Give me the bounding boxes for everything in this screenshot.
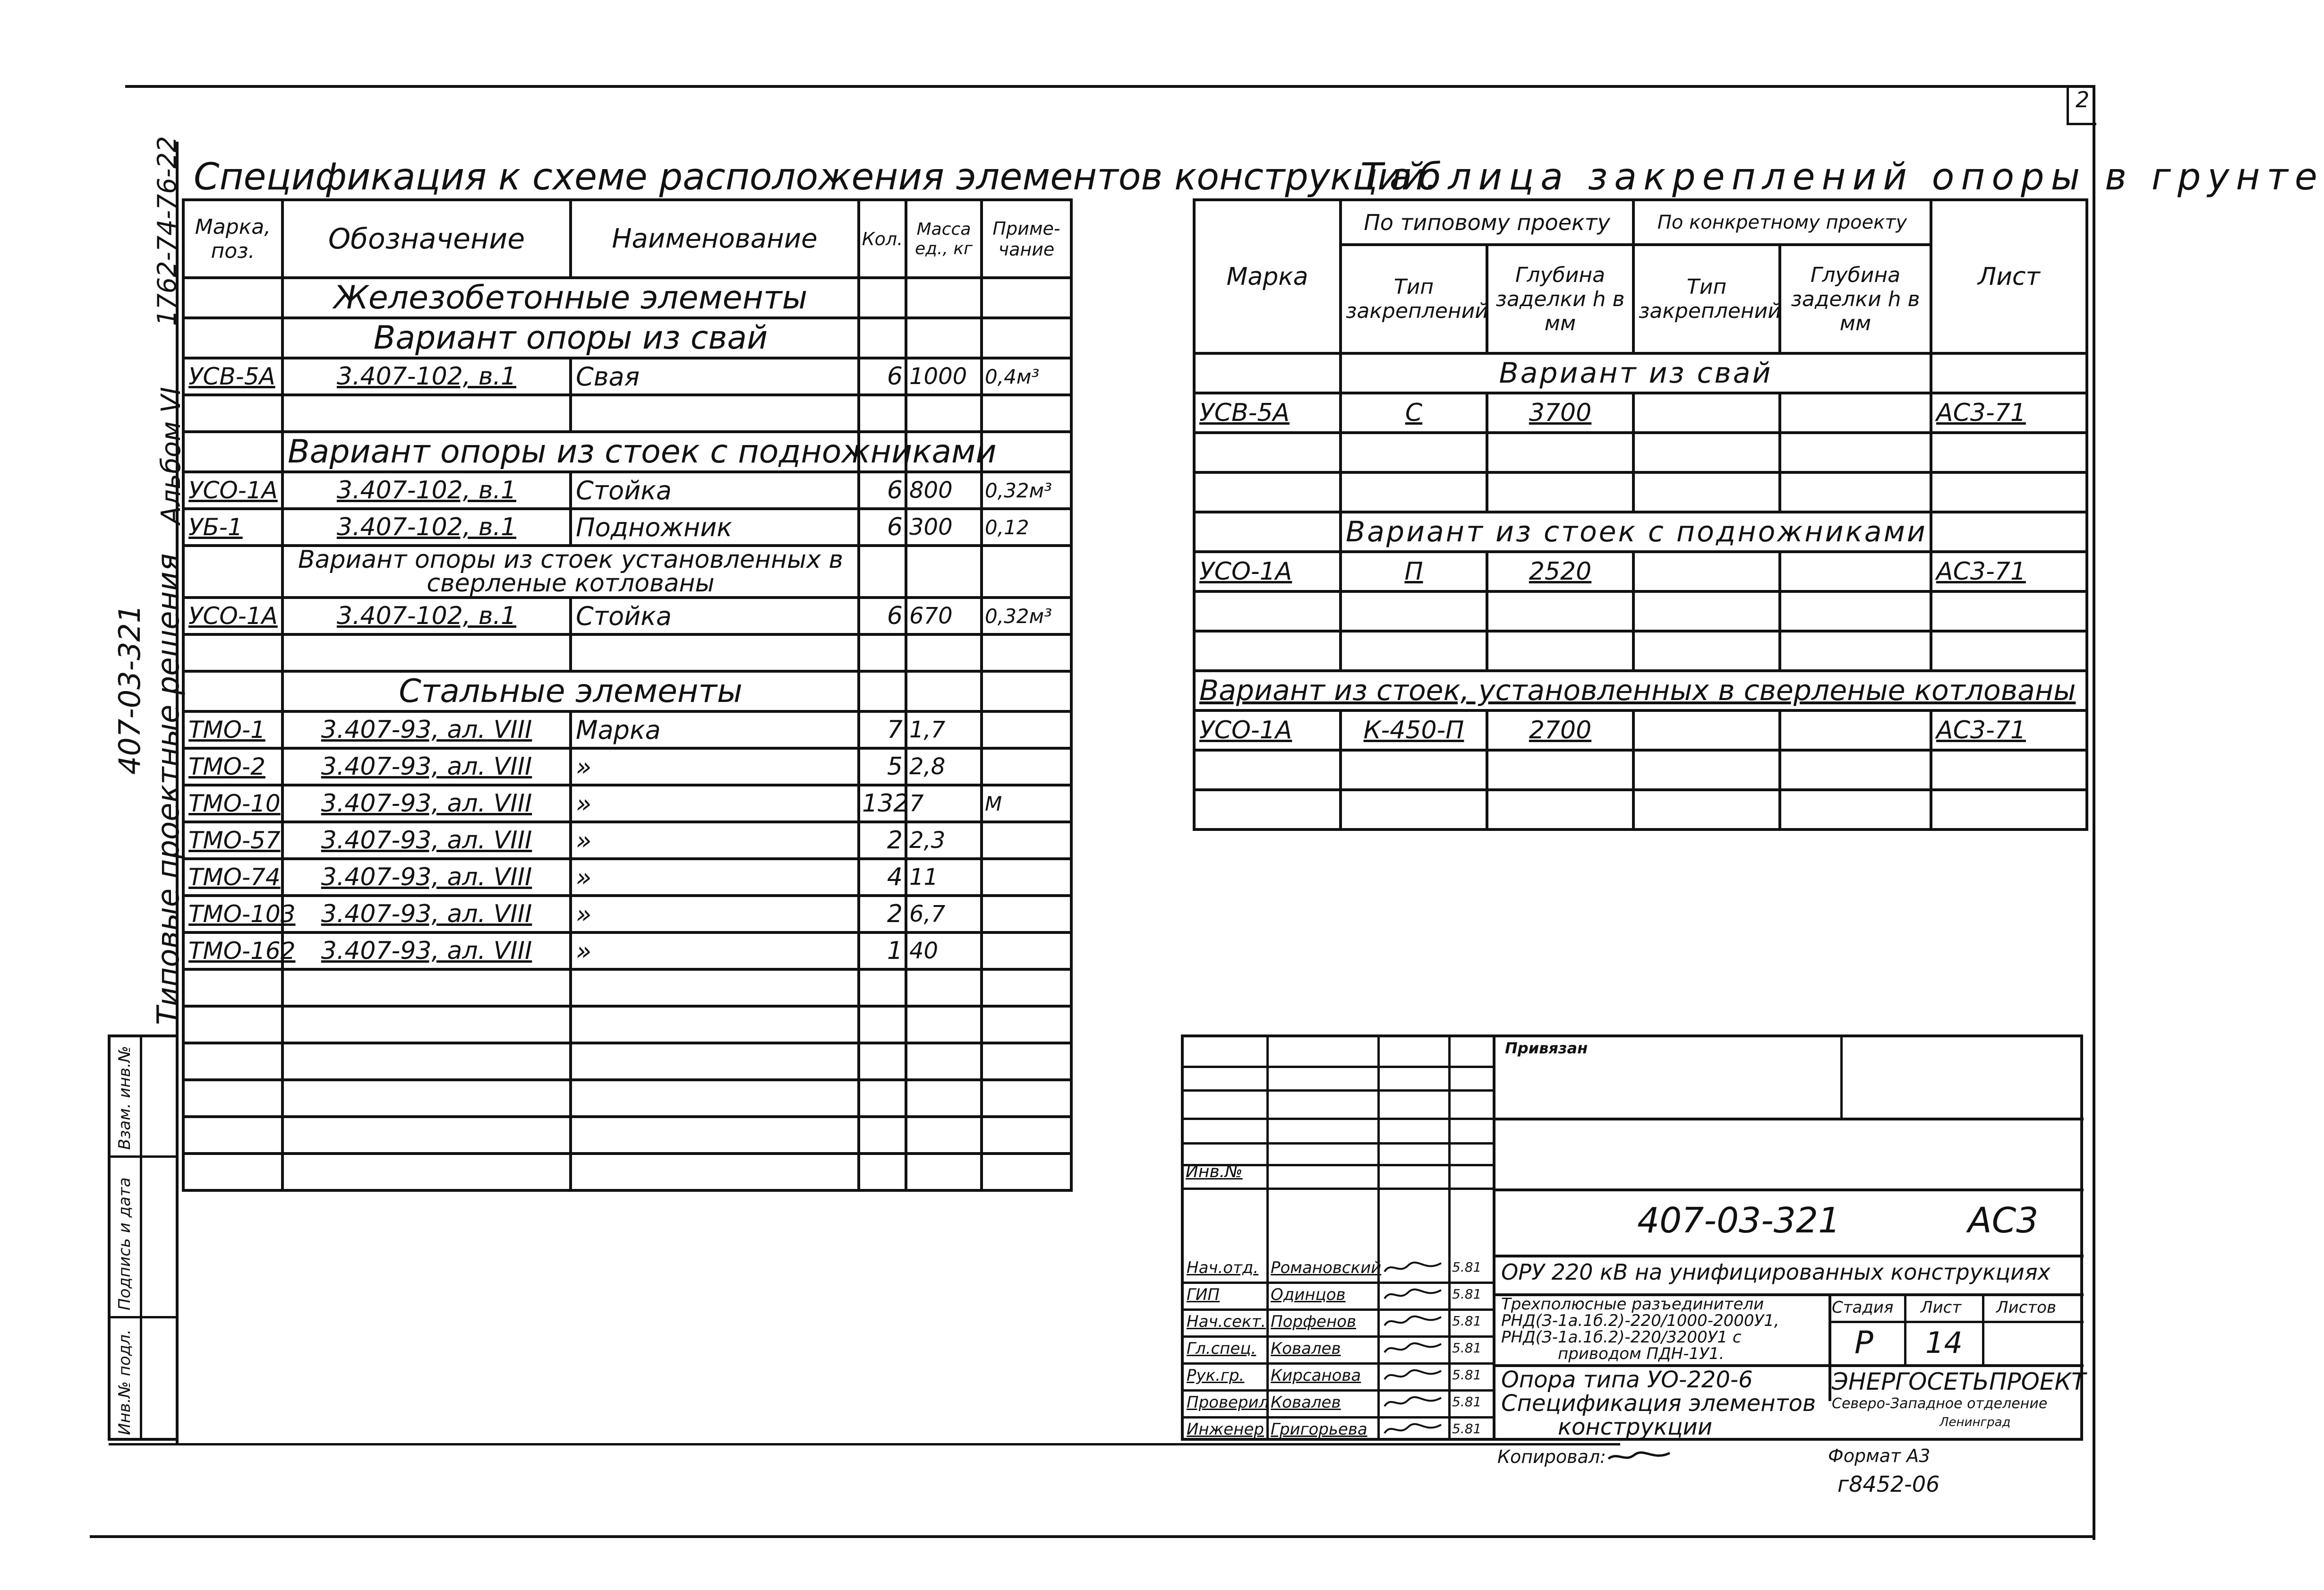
stamp-drawing-line: Опора типа УО-220-6 [1501,1367,1753,1393]
spec-cell [982,859,1071,896]
spec-h-designation: Обозначение [282,200,571,278]
stamp-name: Григорьева [1271,1420,1367,1439]
spec-row [183,509,1071,546]
stamp-doc-code: 407-03-321 [1637,1200,1841,1241]
stamp-drawing-line: конструкции [1558,1414,1713,1440]
spec-cell: 3.407-93, ал. VIII [282,822,571,859]
anchor-row [1194,393,2087,433]
stamp-signature [1382,1420,1444,1439]
margin-box2: Подпись и дата [115,1177,134,1310]
anchor-cell [1780,552,1931,591]
anchor-cell [1780,393,1931,433]
spec-cell: 2 [859,896,906,932]
spec-cell: Стойка [571,472,859,509]
spec-cell: 1000 [906,358,982,395]
spec-cell: 3.407-93, ал. VIII [282,859,571,896]
spec-cell: 670 [906,598,982,634]
spec-cell: 0,12 [982,509,1071,546]
stamp-desc-line: РНД(З-1а.1б.2)-220/1000-2000У1, [1501,1311,1779,1330]
spec-h-note: Приме- чание [982,200,1071,278]
stamp-signature [1382,1393,1444,1412]
spec-cell: 3.407-102, в.1 [282,472,571,509]
anchor-h-typical: По типовому проекту [1341,200,1633,245]
stamp-section: АС3 [1968,1200,2039,1241]
anchor-cell: АС3-71 [1931,393,2087,433]
spec-cell [982,896,1071,932]
spec-cell: ТМО-57 [183,822,282,859]
anchor-section-title: Вариант из стоек с подножниками [1341,512,1931,552]
spec-section-title: Вариант опоры из стоек с подножниками [282,432,859,472]
title-block [1181,1034,2086,1441]
spec-row [183,932,1071,969]
spec-cell: 0,32м³ [982,472,1071,509]
stamp-signature [1382,1285,1444,1304]
anchor-h-sheet: Лист [1931,200,2087,353]
stamp-h-sheet: Лист [1921,1298,1962,1317]
spec-title: Спецификация к схеме расположения элементов конструкций. [194,156,1437,198]
anchor-cell: К-450-П [1341,710,1487,750]
spec-section-title: Вариант опоры из свай [282,318,859,358]
stamp-org-city: Ленинград [1940,1415,2011,1429]
stamp-date: 5.81 [1452,1421,1482,1436]
anchor-row [1194,631,2087,671]
stamp-signature [1382,1366,1444,1385]
spec-cell: 3.407-102, в.1 [282,509,571,546]
spec-cell: » [571,822,859,859]
spec-row [183,472,1071,509]
stamp-date: 5.81 [1452,1394,1482,1410]
spec-cell: 3.407-102, в.1 [282,358,571,395]
spec-row [183,318,1071,358]
anchor-row [1194,671,2087,710]
stamp-format: Формат А3 [1828,1445,1931,1466]
stamp-date: 5.81 [1452,1340,1482,1356]
anchor-h-depth2: Глубина заделки h в мм [1780,245,1931,353]
spec-cell: ТМО-10 [183,785,282,822]
spec-cell [982,822,1071,859]
stamp-number: г8452-06 [1837,1471,1940,1497]
spec-cell: УСО-1А [183,472,282,509]
stamp-signature [1382,1258,1444,1277]
anchor-row [1194,472,2087,512]
spec-cell [982,932,1071,969]
spec-cell: 132 [859,785,906,822]
stamp-project: ОРУ 220 кВ на унифицированных конструкциях [1501,1259,2051,1285]
spec-cell: 6 [859,472,906,509]
stamp-role: Инженер [1187,1420,1264,1439]
anchor-h-mark: Марка [1194,200,1341,353]
anchor-cell: УСО-1А [1194,552,1341,591]
spec-cell: 3.407-102, в.1 [282,598,571,634]
spec-h-mark: Марка, поз. [183,200,282,278]
spec-cell: Марка [571,711,859,748]
spec-row [183,711,1071,748]
stamp-date: 5.81 [1452,1259,1482,1275]
spec-row [183,1043,1071,1080]
spec-cell: 40 [906,932,982,969]
spec-cell: 11 [906,859,982,896]
spec-section-title: Вариант опоры из стоек установленных в сверленые котлованы [282,546,859,598]
spec-row [183,546,1071,598]
spec-row [183,395,1071,432]
anchor-row [1194,353,2087,393]
spec-cell: 2,8 [906,748,982,785]
margin-series-code: 407-03-321 [112,604,147,775]
anchor-h-concrete: По конкретному проекту [1633,200,1931,245]
spec-row [183,278,1071,318]
spec-cell: » [571,785,859,822]
spec-row [183,1154,1071,1190]
spec-row [183,785,1071,822]
stamp-copied: Копировал: [1497,1446,1606,1467]
stamp-privyazan: Привязан [1505,1039,1588,1057]
anchor-cell [1633,710,1780,750]
spec-cell: 3.407-93, ал. VIII [282,748,571,785]
spec-row [183,432,1071,472]
stamp-signature [1382,1339,1444,1358]
spec-cell: » [571,859,859,896]
spec-row [183,634,1071,671]
spec-row [183,859,1071,896]
anchor-cell: П [1341,552,1487,591]
spec-cell: УСО-1А [183,598,282,634]
copied-signature [1606,1449,1672,1463]
spec-cell: 300 [906,509,982,546]
spec-cell: 5 [859,748,906,785]
right-border [2093,85,2095,1540]
margin-box1: Взам. инв.№ [115,1045,134,1150]
page-number-box [2067,85,2096,125]
anchor-h-type2: Тип закреплений [1633,245,1780,353]
anchor-row [1194,552,2087,591]
anchor-section-title: Вариант из свай [1341,353,1931,393]
spec-cell: 1 [859,932,906,969]
anchor-cell: УСВ-5А [1194,393,1341,433]
spec-cell: 800 [906,472,982,509]
stamp-org: ЭНЕРГОСЕТЬПРОЕКТ [1832,1368,2086,1395]
spec-cell: 4 [859,859,906,896]
stamp-h-sheets: Листов [1996,1298,2057,1317]
spec-row [183,358,1071,395]
anchor-cell [1633,552,1780,591]
spec-cell: Подножник [571,509,859,546]
spec-cell: 3.407-93, ал. VIII [282,932,571,969]
spec-cell: 6,7 [906,896,982,932]
spec-section-title: Железобетонные элементы [282,278,859,318]
spec-cell: » [571,932,859,969]
stamp-name: Кирсанова [1271,1366,1361,1385]
anchor-cell [1633,393,1780,433]
spec-row [183,671,1071,711]
spec-cell: ТМО-1 [183,711,282,748]
anchor-h-depth: Глубина заделки h в мм [1487,245,1633,353]
stamp-role: Рук.гр. [1187,1366,1245,1385]
stamp-role: ГИП [1187,1285,1220,1304]
stamp-desc-line: приводом ПДН-1У1. [1558,1344,1725,1363]
anchor-cell: УСО-1А [1194,710,1341,750]
stamp-signature [1382,1312,1444,1331]
spec-cell: 1,7 [906,711,982,748]
stamp-desc-line: РНД(З-1а.1б.2)-220/3200У1 с [1501,1328,1742,1347]
anchor-cell [1780,710,1931,750]
anchor-table [1193,198,2088,831]
spec-h-name: Наименование [571,200,859,278]
stamp-name: Ковалев [1271,1393,1341,1412]
stamp-role: Нач.отд. [1187,1258,1259,1277]
anchor-row [1194,512,2087,552]
anchor-row [1194,591,2087,631]
spec-cell: » [571,748,859,785]
stamp-desc-line: Трехполюсные разъединители [1501,1295,1764,1314]
anchor-cell: АС3-71 [1931,552,2087,591]
stamp-role: Нач.сект. [1187,1312,1266,1331]
stamp-role: Гл.спец. [1187,1339,1256,1358]
margin-box3: Инв.№ подл. [115,1329,134,1435]
spec-cell: 0,4м³ [982,358,1071,395]
anchor-row [1194,433,2087,472]
stamp-date: 5.81 [1452,1313,1482,1329]
spec-cell: 3.407-93, ал. VIII [282,711,571,748]
spec-row [183,1080,1071,1117]
anchor-row [1194,790,2087,829]
spec-cell: УБ-1 [183,509,282,546]
spec-section-title: Стальные элементы [282,671,859,711]
spec-cell: ТМО-162 [183,932,282,969]
spec-cell: 6 [859,358,906,395]
anchor-cell: 3700 [1487,393,1633,433]
spec-cell: Стойка [571,598,859,634]
spec-cell: 0,32м³ [982,598,1071,634]
spec-row [183,969,1071,1006]
spec-cell: 2,3 [906,822,982,859]
spec-row [183,1117,1071,1154]
page-number: 2 [2076,87,2090,112]
anchor-row [1194,750,2087,790]
spec-cell: ТМО-103 [183,896,282,932]
stamp-stage: Р [1854,1325,1873,1361]
anchor-section-title: Вариант из стоек, установленных в сверленые котлованы [1194,671,2087,710]
spec-cell: М [982,785,1071,822]
margin-album: Альбом VI [156,387,187,524]
spec-cell: ТМО-74 [183,859,282,896]
spec-table [182,198,1073,1192]
margin-code-top: 1762-74-76-22 [152,136,182,326]
anchor-cell: С [1341,393,1487,433]
spec-row [183,748,1071,785]
stamp-date: 5.81 [1452,1286,1482,1302]
spec-cell: 2 [859,822,906,859]
stamp-inv: Инв.№ [1186,1162,1243,1181]
spec-cell: » [571,896,859,932]
spec-cell: 3.407-93, ал. VIII [282,896,571,932]
spec-cell: УСВ-5А [183,358,282,395]
anchor-cell: 2700 [1487,710,1633,750]
stamp-org-sub: Северо-Западное отделение [1832,1395,2048,1412]
bottom-border [90,1535,2095,1538]
stamp-role: Проверил [1187,1393,1269,1412]
anchor-title: Таблица закреплений опоры в грунте [1360,156,2324,198]
spec-cell: 6 [859,598,906,634]
spec-row [183,1006,1071,1043]
anchor-h-type: Тип закреплений [1341,245,1487,353]
stamp-date: 5.81 [1452,1367,1482,1383]
stamp-h-stage: Стадия [1832,1298,1894,1317]
spec-cell: 7 [906,785,982,822]
anchor-cell: АС3-71 [1931,710,2087,750]
margin-series-title: Типовые проектные решения [151,553,186,1025]
spec-h-mass: Масса ед., кг [906,200,982,278]
spec-row [183,896,1071,932]
stamp-name: Ковалев [1271,1339,1341,1358]
top-border [125,85,2095,88]
stamp-name: Одинцов [1271,1285,1346,1304]
stamp-name: Романовский [1271,1258,1382,1277]
anchor-cell: 2520 [1487,552,1633,591]
margin-boxes [108,1034,179,1441]
spec-cell [982,748,1071,785]
spec-cell: 6 [859,509,906,546]
spec-cell: 7 [859,711,906,748]
spec-cell [982,711,1071,748]
spec-h-qty: Кол. [859,200,906,278]
spec-row [183,598,1071,634]
spec-cell: ТМО-2 [183,748,282,785]
stamp-sheet: 14 [1925,1325,1963,1360]
spec-cell: 3.407-93, ал. VIII [282,785,571,822]
anchor-row [1194,710,2087,750]
spec-header-row [183,200,1071,278]
stamp-drawing-line: Спецификация элементов [1501,1390,1816,1417]
stamp-name: Порфенов [1271,1312,1357,1331]
spec-row [183,822,1071,859]
spec-cell: Свая [571,358,859,395]
